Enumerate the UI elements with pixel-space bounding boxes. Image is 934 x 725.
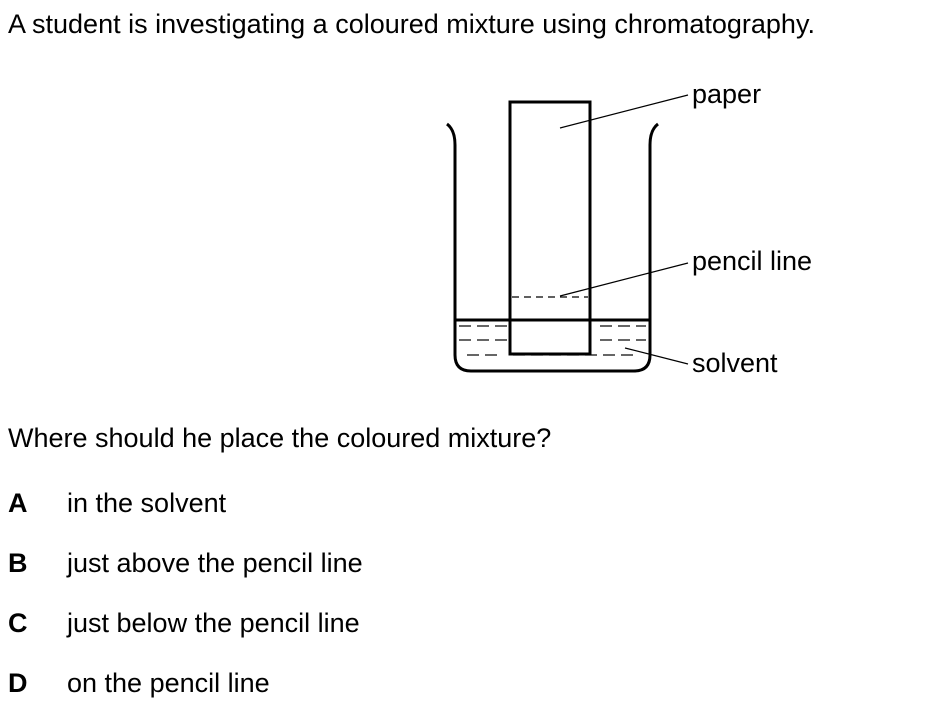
option-text: in the solvent — [67, 488, 227, 518]
solvent-hatching — [459, 326, 646, 355]
intro-text: A student is investigating a coloured mixture using chromatography. — [8, 9, 815, 39]
option-a[interactable] — [8, 485, 608, 545]
option-c[interactable] — [8, 605, 608, 665]
question-text: Where should he place the coloured mixture? — [8, 423, 552, 453]
answer-options — [8, 485, 608, 725]
option-text: just below the pencil line — [67, 608, 360, 638]
paper-leader-line — [560, 95, 688, 128]
paper-label: paper — [692, 79, 762, 109]
paper-strip — [510, 102, 590, 354]
solvent-label: solvent — [692, 348, 778, 378]
solvent-leader-line — [625, 348, 688, 364]
option-letter: A — [8, 488, 28, 518]
pencil-line-label: pencil line — [692, 246, 813, 276]
option-letter: C — [8, 608, 28, 638]
option-text: just above the pencil line — [67, 548, 363, 578]
option-b[interactable] — [8, 545, 608, 605]
option-letter: B — [8, 548, 28, 578]
pencil-line-leader-line — [560, 263, 688, 296]
option-letter: D — [8, 668, 28, 698]
option-text: on the pencil line — [67, 668, 270, 698]
beaker — [447, 124, 658, 371]
option-d[interactable] — [8, 665, 608, 725]
